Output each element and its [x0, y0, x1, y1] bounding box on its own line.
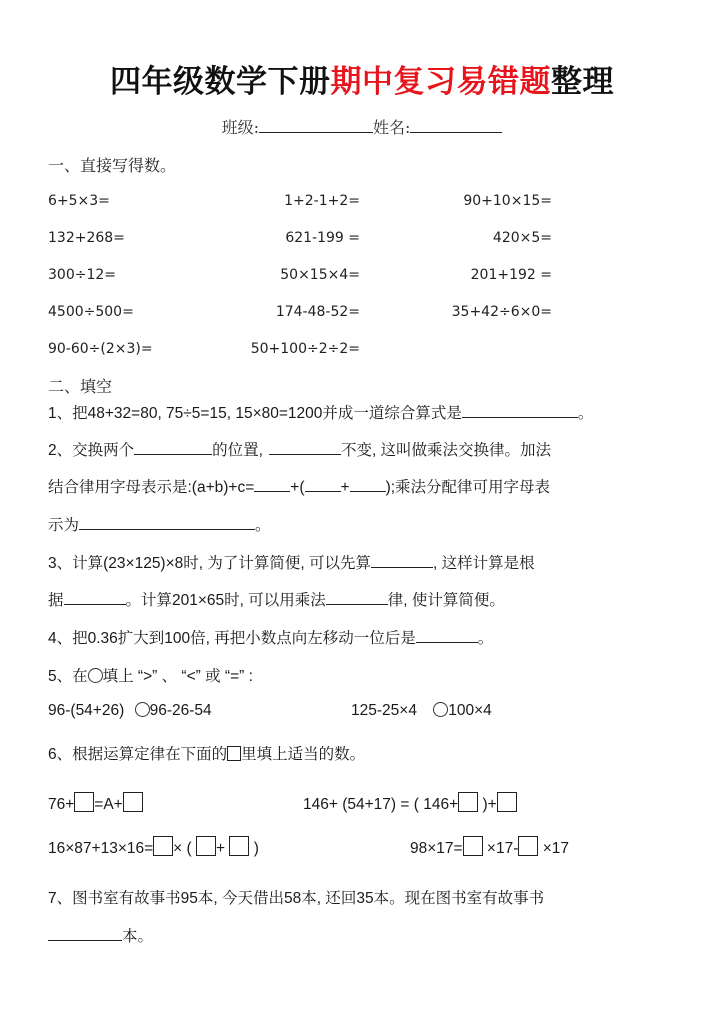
- q3-text-a: 3、计算(23×125)×8时, 为了计算简便, 可以先算: [48, 555, 371, 572]
- q5-text-b: 填上 “>” 、 “<” 或 “=” :: [102, 668, 253, 685]
- answer-box[interactable]: [74, 792, 94, 812]
- q6-row2-left: [48, 836, 259, 858]
- question-7-line1: [48, 886, 544, 908]
- title-part1: 四年级数学下册: [110, 64, 331, 100]
- expr: 1+2-1+2=: [284, 193, 360, 209]
- title-highlight: 期中复习易错题: [330, 64, 551, 100]
- section2-heading: 二、填空: [48, 377, 113, 396]
- question-3-line1: [48, 551, 535, 573]
- q3-blank-3[interactable]: [326, 589, 388, 605]
- q6-r2l-d: ): [253, 840, 259, 857]
- q2-text-d: 结合律用字母表示是:(a+b)+c=: [48, 479, 255, 496]
- q7-text-a: 7、图书室有故事书95本, 今天借出58本, 还回35本。现在图书室有故事书: [48, 890, 545, 907]
- answer-box[interactable]: [196, 836, 216, 856]
- q2-blank-1[interactable]: [134, 439, 212, 455]
- q7-text-b: 本。: [122, 928, 154, 945]
- circle-icon: [88, 668, 103, 683]
- worksheet-title: [0, 56, 724, 101]
- q6-row1-left: [48, 792, 143, 814]
- q5-compare-left: [48, 702, 212, 720]
- expr: 90+10×15=: [463, 193, 552, 209]
- expr: 174-48-52=: [275, 304, 360, 320]
- q6-r2r-c: ×17: [542, 840, 569, 857]
- q6-text-b: 里填上适当的数。: [241, 746, 366, 763]
- expr: 132+268=: [48, 230, 125, 246]
- q2-blank-4[interactable]: [305, 476, 341, 492]
- q2-text-c: 不变, 这叫做乘法交换律。加法: [340, 442, 552, 459]
- q5-left-expr2: 96-26-54: [149, 702, 212, 719]
- section1-heading: 一、直接写得数。: [48, 156, 177, 175]
- compare-circle-1[interactable]: [135, 702, 150, 717]
- q1-blank[interactable]: [462, 402, 578, 418]
- q2-text-g: );乘法分配律可用字母表: [385, 479, 551, 496]
- q6-r1r-a: 146+ (54+17) = ( 146+: [303, 796, 459, 813]
- q3-blank-1[interactable]: [371, 552, 433, 568]
- q2-text-a: 2、交换两个: [48, 442, 135, 459]
- q5-left-expr1: 96-(54+26): [48, 702, 125, 719]
- question-5: [48, 664, 253, 686]
- q5-right-expr2: 100×4: [448, 702, 492, 719]
- expr: 6+5×3=: [48, 193, 110, 209]
- question-7-line2: [48, 924, 153, 946]
- q2-text-i: 。: [255, 517, 271, 534]
- class-blank[interactable]: [259, 117, 373, 133]
- square-icon: [227, 746, 241, 761]
- expr: 300÷12=: [48, 267, 116, 283]
- q6-r1l-a: 76+: [48, 796, 75, 813]
- q3-blank-2[interactable]: [64, 589, 126, 605]
- q2-text-b: 的位置,: [212, 442, 263, 459]
- question-1: [48, 401, 593, 423]
- q5-compare-right: [351, 702, 492, 720]
- answer-box[interactable]: [153, 836, 173, 856]
- answer-box[interactable]: [458, 792, 478, 812]
- expr: 90-60÷(2×3)=: [48, 341, 153, 357]
- title-part3: 整理: [551, 64, 614, 100]
- q2-text-f: +: [340, 479, 350, 496]
- q6-r2l-a: 16×87+13×16=: [48, 840, 154, 857]
- answer-box[interactable]: [518, 836, 538, 856]
- expr: 35+42÷6×0=: [451, 304, 552, 320]
- q4-blank[interactable]: [416, 627, 478, 643]
- q3-text-e: 律, 使计算简便。: [387, 592, 505, 609]
- q2-blank-3[interactable]: [254, 476, 290, 492]
- answer-box[interactable]: [123, 792, 143, 812]
- expr: 621-199 =: [285, 230, 360, 246]
- compare-circle-2[interactable]: [433, 702, 448, 717]
- question-3-line2: [48, 588, 505, 610]
- q6-r2r-a: 98×17=: [410, 840, 463, 857]
- q6-r1l-b: =A+: [94, 796, 123, 813]
- expr: 201+192 =: [470, 267, 552, 283]
- answer-box[interactable]: [463, 836, 483, 856]
- q4-text: 4、把0.36扩大到100倍, 再把小数点向左移动一位后是: [48, 630, 416, 647]
- expr: 50×15×4=: [280, 267, 360, 283]
- q1-text: 1、把48+32=80, 75÷5=15, 15×80=1200并成一道综合算式是: [48, 405, 462, 422]
- q6-text-a: 6、根据运算定律在下面的: [48, 746, 228, 763]
- question-2-line3: [48, 513, 271, 535]
- q1-end: 。: [577, 405, 594, 422]
- q2-blank-5[interactable]: [350, 476, 386, 492]
- q2-text-h: 示为: [48, 517, 80, 534]
- question-4: [48, 626, 493, 648]
- expr: 420×5=: [492, 230, 552, 246]
- class-label: 班级:: [221, 118, 259, 137]
- question-6: [48, 742, 365, 764]
- name-label: 姓名:: [373, 118, 411, 137]
- question-2-line1: [48, 438, 551, 460]
- q3-text-c: 据: [48, 592, 64, 609]
- q2-blank-6[interactable]: [79, 514, 255, 530]
- q6-r2l-b: × (: [173, 840, 192, 857]
- student-info: [0, 115, 724, 138]
- q6-r1r-b: )+: [482, 796, 497, 813]
- q3-text-d: 。计算201×65时, 可以用乘法: [125, 592, 326, 609]
- q5-right-expr1: 125-25×4: [351, 702, 417, 719]
- expr: 4500÷500=: [48, 304, 134, 320]
- name-blank[interactable]: [410, 117, 502, 133]
- q6-row2-right: [410, 836, 569, 858]
- q7-blank[interactable]: [48, 925, 122, 941]
- q6-row1-right: [303, 792, 517, 814]
- q2-text-e: +(: [290, 479, 305, 496]
- q3-text-b: , 这样计算是根: [433, 555, 535, 572]
- expr: 50+100÷2÷2=: [250, 341, 360, 357]
- answer-box[interactable]: [497, 792, 517, 812]
- q4-end: 。: [477, 630, 494, 647]
- answer-box[interactable]: [229, 836, 249, 856]
- q2-blank-2[interactable]: [269, 439, 341, 455]
- q6-r2r-b: ×17-: [486, 840, 519, 857]
- q5-text-a: 5、在: [48, 668, 88, 685]
- q6-r2l-c: +: [216, 840, 226, 857]
- question-2-line2: [48, 475, 550, 497]
